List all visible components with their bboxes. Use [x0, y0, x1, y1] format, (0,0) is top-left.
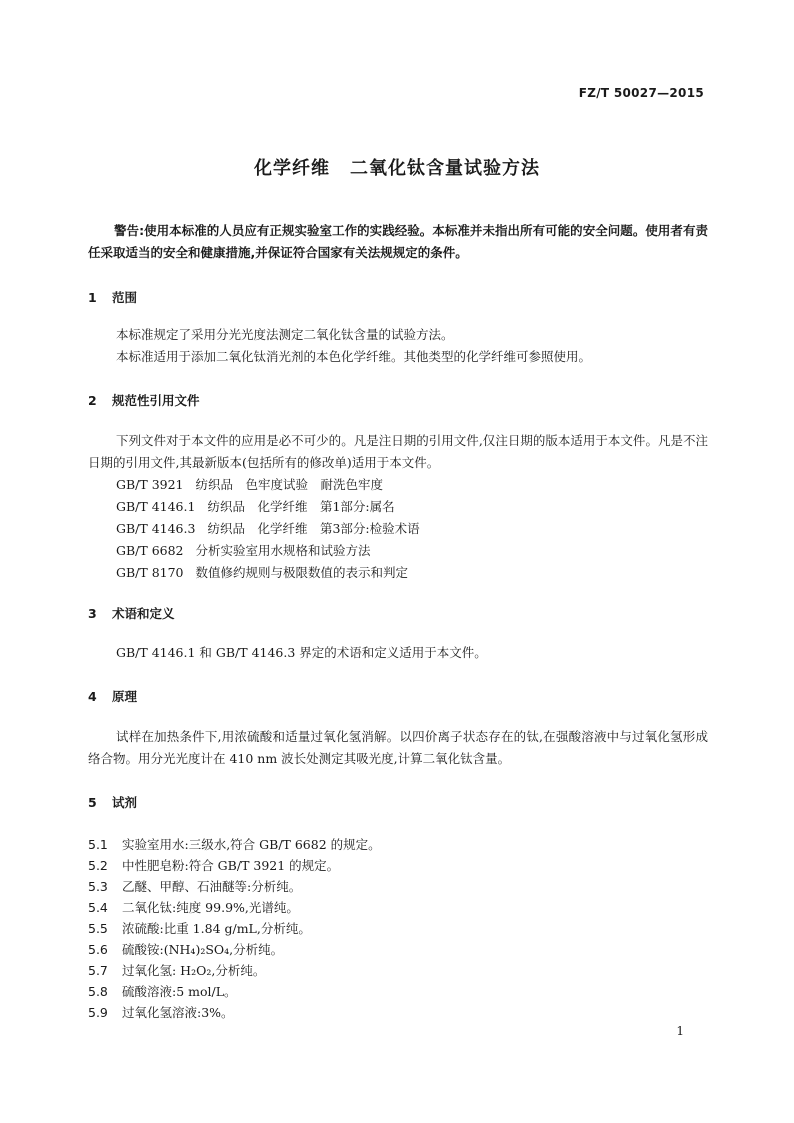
reference-code: GB/T 3921: [116, 477, 184, 492]
reference-title: 纺织品 色牢度试验 耐洗色牢度: [195, 477, 384, 492]
section-title: 试剂: [112, 795, 138, 810]
reagent-item: [88, 877, 301, 895]
standard-number: FZ/T 50027—2015: [578, 86, 704, 100]
reference-code: GB/T 6682: [116, 543, 184, 558]
reagent-number: 5.6: [88, 942, 108, 957]
reagent-text: 中性肥皂粉:符合 GB/T 3921 的规定。: [122, 858, 340, 873]
reagent-number: 5.4: [88, 900, 108, 915]
section-number: 1: [88, 290, 97, 305]
reagent-text: 过氧化氢: H₂O₂,分析纯。: [122, 963, 266, 978]
section-3-para: GB/T 4146.1 和 GB/T 4146.3 界定的术语和定义适用于本文件。: [116, 645, 487, 660]
section-number: 2: [88, 393, 97, 408]
section-title: 规范性引用文件: [112, 393, 200, 408]
reagent-text: 二氧化钛:纯度 99.9%,光谱纯。: [122, 900, 299, 915]
section-4-para: 试样在加热条件下,用浓硫酸和适量过氧化氢消解。以四价离子状态存在的钛,在强酸溶液中与过氧化氢形成络合物。用分光光度计在 410 nm 波长处测定其吸光度,计算二氧化钛含量。: [88, 729, 708, 766]
reference-item: [116, 474, 383, 496]
section-number: 4: [88, 689, 97, 704]
reagent-item: [88, 961, 265, 979]
reagent-number: 5.9: [88, 1005, 108, 1020]
reagent-item: [88, 919, 311, 937]
reference-code: GB/T 4146.1: [116, 499, 196, 514]
reagent-text: 乙醚、甲醇、石油醚等:分析纯。: [122, 879, 302, 894]
reagent-number: 5.8: [88, 984, 108, 999]
section-1-heading: [88, 288, 137, 306]
page-number: 1: [676, 1024, 684, 1038]
reagent-item: [88, 940, 283, 958]
reference-title: 数值修约规则与极限数值的表示和判定: [195, 565, 409, 580]
reagent-item: [88, 835, 381, 853]
title-part2: 二氧化钛含量试验方法: [350, 158, 540, 179]
reagent-text: 硫酸溶液:5 mol/L。: [122, 984, 237, 999]
reference-code: GB/T 4146.3: [116, 521, 196, 536]
section-3-heading: [88, 604, 175, 622]
document-title: [0, 154, 794, 180]
reagent-number: 5.3: [88, 879, 108, 894]
reference-title: 纺织品 化学纤维 第1部分:属名: [207, 499, 395, 514]
section-title: 术语和定义: [112, 606, 175, 621]
section-1-para-1: 本标准规定了采用分光光度法测定二氧化钛含量的试验方法。: [116, 327, 454, 342]
reagent-number: 5.5: [88, 921, 108, 936]
reagent-number: 5.2: [88, 858, 108, 873]
section-5-heading: [88, 793, 137, 811]
reference-item: [116, 518, 420, 540]
section-4-heading: [88, 687, 137, 705]
reagent-number: 5.1: [88, 837, 108, 852]
reference-item: [116, 496, 395, 518]
section-number: 3: [88, 606, 97, 621]
title-part1: 化学纤维: [254, 158, 330, 179]
section-title: 原理: [112, 689, 138, 704]
reagent-text: 过氧化氢溶液:3%。: [122, 1005, 234, 1020]
reagent-item: [88, 1003, 234, 1021]
reagent-item: [88, 982, 237, 1000]
reagent-text: 浓硫酸:比重 1.84 g/mL,分析纯。: [122, 921, 311, 936]
section-2-intro: 下列文件对于本文件的应用是必不可少的。凡是注日期的引用文件,仅注日期的版本适用于本文件。凡是不注日期的引用文件,其最新版本(包括所有的修改单)适用于本文件。: [88, 433, 708, 470]
section-title: 范围: [112, 290, 138, 305]
reagent-text: 硫酸铵:(NH₄)₂SO₄,分析纯。: [122, 942, 284, 957]
section-number: 5: [88, 795, 97, 810]
section-1-para-2: 本标准适用于添加二氧化钛消光剂的本色化学纤维。其他类型的化学纤维可参照使用。: [116, 349, 592, 364]
reference-item: [116, 540, 371, 562]
reagent-item: [88, 856, 339, 874]
reference-title: 分析实验室用水规格和试验方法: [195, 543, 371, 558]
reference-code: GB/T 8170: [116, 565, 184, 580]
reagent-number: 5.7: [88, 963, 108, 978]
section-2-heading: [88, 391, 200, 409]
warning-paragraph: 警告:使用本标准的人员应有正规实验室工作的实践经验。本标准并未指出所有可能的安全问题。使用者有责任采取适当的安全和健康措施,并保证符合国家有关法规规定的条件。: [88, 223, 708, 260]
reagent-text: 实验室用水:三级水,符合 GB/T 6682 的规定。: [122, 837, 381, 852]
reference-title: 纺织品 化学纤维 第3部分:检验术语: [207, 521, 420, 536]
reference-item: [116, 562, 408, 584]
reagent-item: [88, 898, 299, 916]
